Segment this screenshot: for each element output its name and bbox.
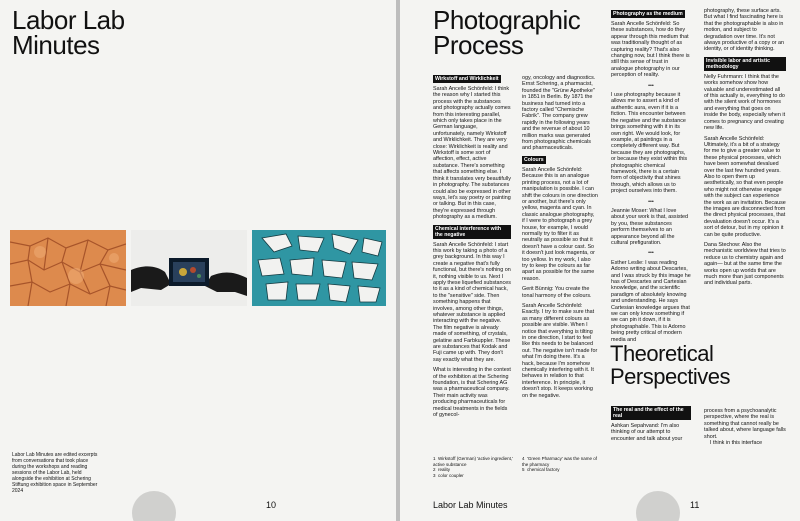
paragraph: Sarah Ancelle Schönfeld: I think the reason why I started this process with the substances and photography actually comes from this interesting parallel, which only takes place in the German language, unfortunately, namely Wirkstoff and Wirklichkeit. They are very close: Wirklichkeit is reality and Wirkstoff is some sort of affection, effect, active substance. There's something that affects something else. I think it translates very beautifully in photography. The substances could also be expressed in other ways, let's say poetry or painting or talking. But in this case, they're expressed through photography as a medium. — [433, 86, 511, 221]
separator-dots: ••• — [648, 250, 654, 257]
footnote: 2 reality — [433, 467, 451, 472]
section-title-theoretical-perspectives: Theoretical Perspectives — [610, 341, 730, 389]
footnote: 4 'Green Pharmacy' was the name of the pharmacy — [522, 456, 598, 467]
text-column-2 — [522, 75, 598, 403]
text-column-4 — [704, 8, 786, 291]
paragraph: Jeannie Moser: What I love about your work is that, assisted by you, these substances perform themselves to an appearance beyond all the cultural prefiguration. — [611, 207, 689, 246]
paragraph: Sarah Ancelle Schönfeld: So these substances, how do they appear through this medium that was traditionally thought of as capturing reality? That's also changing now, but I think there is still this sense of trust in analogue photography in our perception of reality. — [611, 21, 690, 79]
section-heading: Colours — [524, 156, 544, 163]
paragraph: Sarah Ancelle Schönfeld: Exactly. I try to make sure that as many different colours as possible are visible. When I notice that everything is tilting in one direction, I start to feel like this needs to be balanced out. The negative isn't made for what I'm doing there. It's a hack, because I'm somehow chemically interfering with it. It behaves in relation to that interference. In principle, it doesn't stop. It keeps working on the negative. — [522, 303, 598, 399]
paragraph: Esther Leslie: I was reading Adorno writing about Descartes, and I was struck by this image he has of Descartes and Cartesian knowledge, and the scientific paradigm of absolutely knowing and understanding. He says Cartesian knowledge argues that we can only know something if we can pin it down, if it is photographable. This is Adorno being pretty critical of modern media and — [611, 259, 691, 343]
right-page — [400, 0, 800, 521]
paragraph: photography, these surface arts. But what I find fascinating here is that the photographable is also in motion, and subject to degradation over time. It's not always productive of a copy or an identity, or of identity thinking. — [704, 8, 785, 53]
section-heading: Invisible labor and artistic methodology — [704, 57, 786, 71]
right-page-title: Photographic Process — [433, 5, 581, 60]
colophon-caption: Labor Lab Minutes are edited excerpts from conversations that took place during the workshops and reading sessions of the Labor Lab, held alongside the exhibition at Schering Stiftung exhibition space in September 2024 — [12, 452, 98, 494]
separator-dots: ••• — [648, 82, 654, 89]
separator-dots: ••• — [648, 198, 654, 205]
footnote: 3 color coupler — [433, 472, 464, 478]
paragraph: Gerit Bünnig: You create the tonal harmony of the colours. — [522, 286, 592, 299]
section-heading: The real and the effect of the real — [611, 406, 691, 420]
text-column-3 — [611, 10, 691, 347]
footnotes-left — [433, 456, 519, 478]
hands-holding-photo-image — [131, 230, 247, 306]
footnotes-right — [522, 456, 600, 473]
paragraph: Nelly Fuhrmann: I think that the works somehow show how valuable and underestimated all of this actually is, everything to do with the silent work of hormones and everything that goes on inside the body, especially when it comes to pregnancy and creating new life. — [704, 73, 786, 132]
left-page — [0, 0, 396, 521]
paragraph: Sarah Ancelle Schönfeld: Ultimately, it's a bit of a strategy for me to give a greater value to these physical processes, which have been somewhat devalued over the last few hundred years. Also to open them up aesthetically, so that even people who might not otherwise engage with the subject can experience the work as an invitation. Because the images are disconnected from the direct physical processes, that devaluation doesn't occur. It's a sort of detour, but in my opinion it can be quite productive. — [704, 135, 786, 238]
paragraph: Sarah Ancelle Schönfeld: I start this work by taking a photo of a grey background. In this way I create a negative that's fully functional, but there's nothing on it, nothing visible to us. Next I apply these liquefied substances to it as a kind of chemical hack, to the "sensitive" side. Then something happens that involves, among other things, whatever substance is applied interacting with the negative. The film negative is already made of something, of crystals, gelatine and Farbkuppler. These are substances that Kodak and Fuji came up with. They don't say exactly what they are. — [433, 241, 511, 363]
page-tab-decoration — [636, 491, 680, 521]
paragraph: ogy, oncology and diagnostics. Ernst Schering, a pharmacist, founded the "Grüne Apotheke" in 1851 in Berlin. By 1871 the business had turned into a factory called "Chemische Fabrik". The company grew rapidly in the following years and the revenue of about 10 million marks was generated from photographic chemicals and pharmaceuticals. — [522, 75, 596, 152]
theoretical-column-1 — [611, 406, 691, 446]
paragraph: process from a psychoanalytic perspective, where the real is something that cannot really be talked about, where language falls short. — [704, 408, 786, 440]
running-footer: Labor Lab Minutes — [433, 500, 508, 510]
page-number: 11 — [690, 500, 700, 510]
paragraph: What is interesting in the context of the exhibition at the Schering foundation, is that Schering AG was a pharmaceutical company. Their main activity was producing pharmaceuticals for medical treatments in the fields of gynecol- — [433, 367, 511, 419]
paragraph: Ashkan Sepahvand: I'm also thinking of our attempt to encounter and talk about your — [611, 423, 683, 442]
section-heading: Photography as the medium — [613, 11, 683, 17]
teal-cracked-surface-image — [252, 230, 386, 306]
footnote: 5 chemical factory — [522, 467, 560, 472]
footnote: 1 Wirkstoff (German) 'active ingredient,' active substance — [433, 456, 513, 467]
photo-strip — [10, 230, 386, 306]
paragraph: I think in this interface — [710, 440, 763, 447]
section-heading: Chemical interference with the negative — [433, 225, 511, 239]
cracked-orange-surface-image — [10, 230, 126, 306]
text-column-1 — [433, 75, 511, 423]
paragraph: Sarah Ancelle Schönfeld: Because this is an analogue printing process, not a lot of manipulation is possible. I can shift the colours in one direction or another, but there's only yellow, magenta and cyan. In classic analogue photography, if I were to photograph a grey house, for example, I would normally try to filter it as neutrally as possible so that it doesn't have a colour cast. So it doesn't just look magenta, or too yellow. In my work, I also try to keep the colours as far apart as possible for the same reason. — [522, 166, 598, 282]
page-tab-decoration — [132, 491, 176, 521]
paragraph: I use photography because it allows me to assert a kind of authentic aura, even if it is a fiction. This encounter between the negative and the substance brings something with it in its own right. We would look, for example, at paintings in a completely different way. But because they are photographs, or because they exist within this photographic chemical framework, there is a certain form of objectivity that shines through, which allows us to project ourselves into them. — [611, 92, 688, 195]
theoretical-column-2 — [704, 408, 786, 446]
section-heading: Wirkstoff and Wirklichkeit — [435, 76, 499, 82]
left-page-title: Labor Lab Minutes — [12, 5, 125, 60]
paragraph: Dana Stechow: Also the mechanistic worldview that tries to reduce us to chemistry again and again— but at the same time the works open up worlds that are much more than just components and individual parts. — [704, 242, 786, 287]
page-number: 10 — [266, 500, 277, 510]
